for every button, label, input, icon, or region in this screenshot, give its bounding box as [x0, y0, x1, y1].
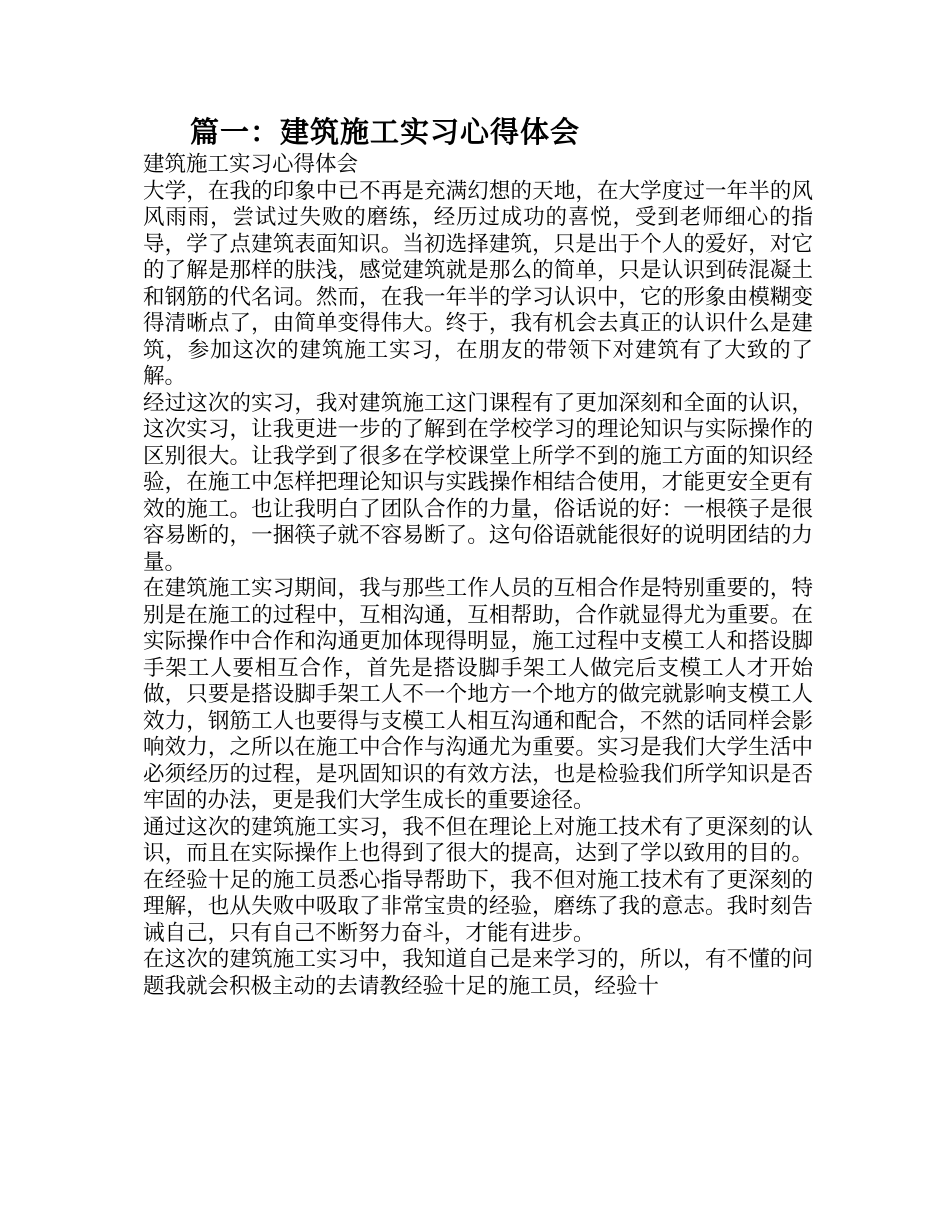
document-body	[143, 112, 813, 1000]
paragraph-2: 经过这次的实习，我对建筑施工这门课程有了更加深刻和全面的认识，这次实习，让我更进一步的了解到在学校学习的理论知识与实际操作的区别很大。让我学到了很多在学校课堂上所学不到的施工方面的知识经验，在施工中怎样把理论知识与实践操作相结合使用，才能更安全更有效的施工。也让我明白了团队合作的力量，俗话说的好：一根筷子是很容易断的，一捆筷子就不容易断了。这句俗语就能很好的说明团结的力量。	[143, 390, 813, 575]
paragraph-1: 大学，在我的印象中已不再是充满幻想的天地，在大学度过一年半的风风雨雨，尝试过失败的磨练，经历过成功的喜悦，受到老师细心的指导，学了点建筑表面知识。当初选择建筑，只是出于个人的爱好，对它的了解是那样的肤浅，感觉建筑就是那么的简单，只是认识到砖混凝土和钢筋的代名词。然而，在我一年半的学习认识中，它的形象由模糊变得清晰点了，由简单变得伟大。终于，我有机会去真正的认识什么是建筑，参加这次的建筑施工实习，在朋友的带领下对建筑有了大致的了解。	[143, 178, 813, 389]
document-subtitle: 建筑施工实习心得体会	[143, 152, 359, 177]
paragraph-3: 在建筑施工实习期间，我与那些工作人员的互相合作是特别重要的，特别是在施工的过程中，互相沟通，互相帮助，合作就显得尤为重要。在实际操作中合作和沟通更加体现得明显，施工过程中支模工人和搭设脚手架工人要相互合作，首先是搭设脚手架工人做完后支模工人才开始做，只要是搭设脚手架工人不一个地方一个地方的做完就影响支模工人效力，钢筋工人也要得与支模工人相互沟通和配合，不然的话同样会影响效力，之所以在施工中合作与沟通尤为重要。实习是我们大学生活中必须经历的过程，是巩固知识的有效方法，也是检验我们所学知识是否牢固的办法，更是我们大学生成长的重要途径。	[143, 576, 813, 813]
paragraph-5: 在这次的建筑施工实习中，我知道自己是来学习的，所以，有不懂的问题我就会积极主动的去请教经验十足的施工员，经验十	[143, 947, 813, 999]
paragraph-4: 通过这次的建筑施工实习，我不但在理论上对施工技术有了更深刻的认识，而且在实际操作上也得到了很大的提高，达到了学以致用的目的。在经验十足的施工员悉心指导帮助下，我不但对施工技术有了更深刻的理解，也从失败中吸取了非常宝贵的经验，磨练了我的意志。我时刻告诫自己，只有自己不断努力奋斗，才能有进步。	[143, 814, 813, 946]
document-title: 篇一：建筑施工实习心得体会	[190, 115, 581, 149]
